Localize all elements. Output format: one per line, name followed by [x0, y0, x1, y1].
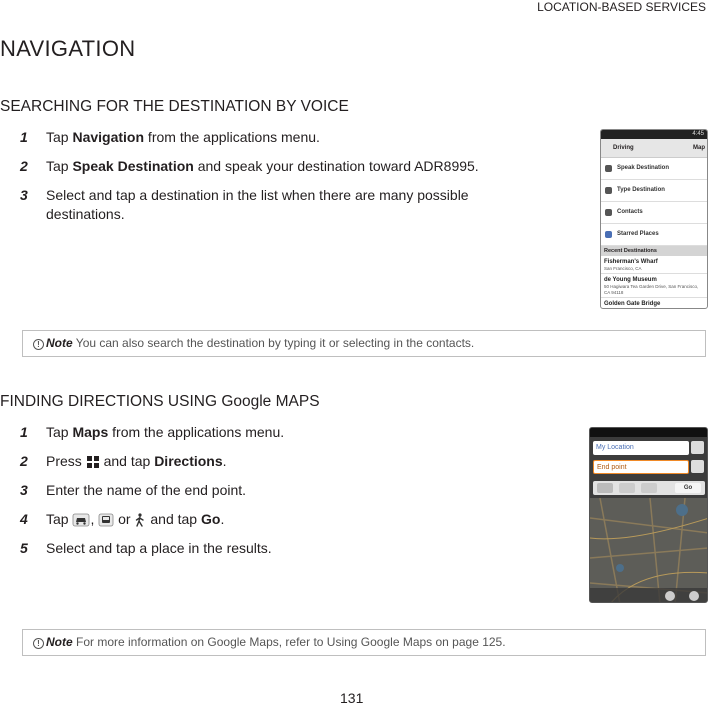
step-text: from the applications menu.	[144, 129, 320, 145]
step-item	[0, 186, 506, 224]
status-bar: 4:45	[601, 130, 707, 139]
step-text: Tap	[46, 158, 73, 174]
step-text: ,	[90, 511, 99, 527]
menu-key-icon	[86, 455, 100, 469]
end-point-field: End point	[593, 460, 689, 474]
info-icon: !	[33, 339, 44, 350]
step-number: 2	[20, 158, 28, 174]
microphone-icon	[605, 165, 612, 172]
walk-mode-icon	[641, 483, 657, 493]
step-item	[0, 157, 520, 176]
step-number: 5	[20, 540, 28, 556]
destination-name: Fisherman's Wharf	[604, 259, 658, 265]
menu-starred-places	[601, 224, 707, 246]
step-text: Select and tap a destination in the list when there are many possible destinations.	[46, 187, 469, 222]
menu-label: Type Destination	[617, 187, 665, 193]
destination-name: de Young Museum	[604, 277, 657, 283]
search-icon	[605, 187, 612, 194]
car-mode-icon	[597, 483, 613, 493]
recent-header: Recent Destinations	[601, 246, 707, 256]
section-heading-voice: SEARCHING FOR THE DESTINATION BY VOICE	[0, 98, 349, 115]
note-label: Note	[46, 635, 73, 649]
step-item	[0, 128, 520, 147]
transport-mode-bar	[593, 481, 705, 495]
note-text: You can also search the destination by typing it or selecting in the contacts.	[72, 336, 475, 350]
destination-item	[601, 298, 707, 309]
go-button: Go	[675, 483, 701, 493]
step-number: 2	[20, 453, 28, 469]
step-text: and tap	[99, 453, 155, 469]
menu-speak-destination	[601, 158, 707, 180]
steps-list-maps	[0, 423, 520, 568]
contacts-button-end	[691, 460, 704, 473]
step-item	[0, 481, 520, 500]
mode-label: Driving	[613, 145, 634, 151]
destination-name: Golden Gate Bridge	[604, 301, 661, 307]
maps-directions-screenshot	[589, 427, 708, 603]
contacts-button-start	[691, 441, 704, 454]
zoom-out-icon	[665, 591, 675, 601]
step-keyword: Directions	[154, 453, 223, 469]
step-number: 4	[20, 511, 28, 527]
map-button: Map	[693, 145, 705, 151]
step-keyword: Maps	[72, 424, 109, 440]
step-text: .	[222, 453, 227, 469]
menu-type-destination	[601, 180, 707, 202]
step-text: Press	[46, 453, 86, 469]
mode-bar	[601, 139, 707, 158]
step-text: Enter the name of the end point.	[46, 482, 247, 498]
status-bar	[590, 428, 707, 437]
step-item	[0, 452, 520, 471]
note-box-maps	[22, 629, 706, 656]
destination-item	[601, 256, 707, 274]
menu-contacts	[601, 202, 707, 224]
step-text: Tap	[46, 129, 73, 145]
step-text: and tap	[146, 511, 201, 527]
step-text: from the applications menu.	[108, 424, 285, 440]
car-icon	[72, 513, 90, 527]
info-icon: !	[33, 638, 44, 649]
star-icon	[605, 231, 612, 238]
bus-icon	[98, 513, 114, 527]
step-number: 1	[20, 424, 28, 440]
step-text: Tap	[46, 511, 73, 527]
menu-label: Speak Destination	[617, 165, 670, 171]
step-item	[0, 423, 520, 442]
step-keyword: Speak Destination	[72, 158, 194, 174]
note-label: Note	[46, 336, 73, 350]
destination-address: San Francisco, CA	[604, 266, 642, 271]
start-point-field: My Location	[593, 441, 689, 455]
destination-address: 50 Hagiwara Tea Garden Drive, San Francisco, CA 94118	[604, 284, 699, 295]
navigation-screenshot	[600, 129, 708, 309]
step-number: 1	[20, 129, 28, 145]
step-text: Tap	[46, 424, 73, 440]
bus-mode-icon	[619, 483, 635, 493]
zoom-in-icon	[689, 591, 699, 601]
step-number: 3	[20, 187, 28, 203]
destination-item	[601, 274, 707, 298]
contacts-icon	[605, 209, 612, 216]
step-keyword: Go	[200, 511, 221, 527]
menu-label: Contacts	[617, 209, 643, 215]
section-heading-maps: FINDING DIRECTIONS USING Google MAPS	[0, 393, 320, 410]
page-title: NAVIGATION	[0, 36, 136, 61]
page-number: 131	[340, 690, 364, 706]
step-number: 3	[20, 482, 28, 498]
step-text: Select and tap a place in the results.	[46, 540, 272, 556]
note-text: For more information on Google Maps, refer to Using Google Maps on page 125.	[72, 635, 506, 649]
step-item	[0, 510, 520, 529]
step-text: and speak your destination toward ADR8995.	[193, 158, 479, 174]
step-keyword: Navigation	[72, 129, 145, 145]
steps-list-voice	[0, 128, 520, 234]
step-text: or	[114, 511, 135, 527]
map-view	[590, 498, 708, 603]
step-item	[0, 539, 520, 558]
running-head: LOCATION-BASED SERVICES	[537, 0, 706, 14]
menu-label: Starred Places	[617, 231, 659, 237]
step-text: .	[220, 511, 225, 527]
walking-icon	[134, 513, 146, 527]
note-box-voice	[22, 330, 706, 357]
